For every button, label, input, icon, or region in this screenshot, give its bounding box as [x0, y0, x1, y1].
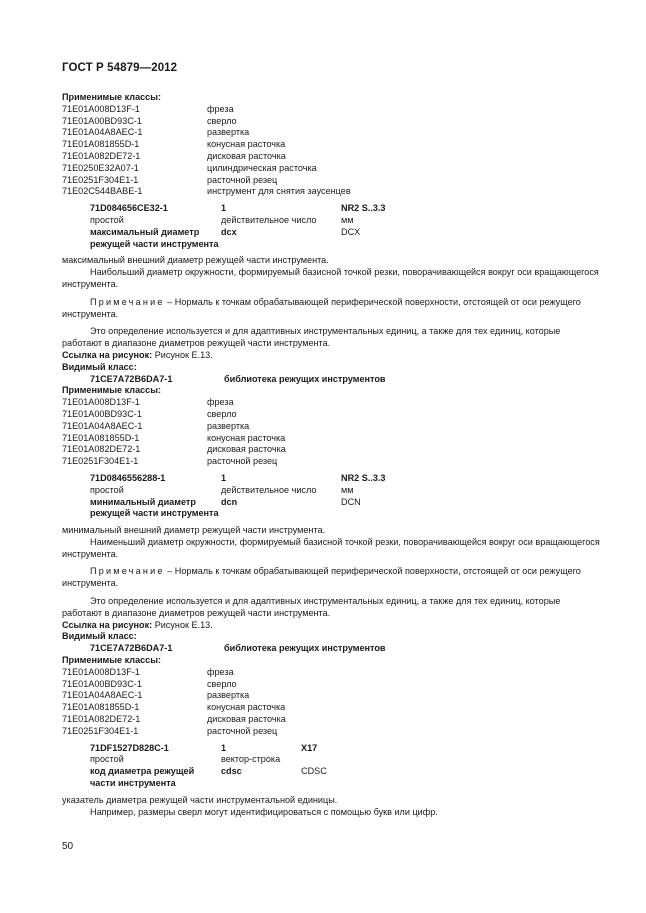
paragraph: Это определение используется и для адаптивных инструментальных единиц, а также для тех единиц, которые работают в диапазоне диаметров режущей части инструмента. [62, 596, 561, 618]
class-row [62, 104, 600, 116]
class-description: конусная расточка [207, 432, 286, 443]
class-row [62, 433, 600, 445]
note [62, 566, 600, 590]
attr-id: 71DF1527D828C-1 [90, 742, 169, 753]
note-label: Примечание [90, 296, 165, 307]
class-code: 71E01A082DE72-1 [62, 150, 141, 161]
attr-kind: простой [90, 214, 124, 225]
class-code: 71E01A04A8AEC-1 [62, 127, 143, 138]
attr-kind: простой [90, 484, 124, 495]
class-code: 71E0251F304E1-1 [62, 725, 139, 736]
note-dash: – [164, 566, 175, 577]
attr-version: 1 [221, 742, 227, 753]
attr-name-cont: режущей части инструмента [90, 238, 219, 249]
applicable-classes-heading: Применимые классы: [62, 655, 162, 666]
visible-class-name: библиотека режущих инструментов [224, 373, 386, 384]
class-code: 71E01A00BD93C-1 [62, 115, 142, 126]
attr-type: вектор-строка [221, 754, 281, 765]
attr-format: NR2 S..3.3 [341, 472, 386, 483]
page-header: ГОСТ Р 54879—2012 [62, 62, 178, 74]
class-list [62, 667, 600, 738]
page-content [62, 92, 600, 818]
attr-name: максимальный диаметр [90, 226, 200, 237]
figure-reference-value: Рисунок Е.13. [154, 619, 213, 630]
applicable-classes-heading: Применимые классы: [62, 385, 162, 396]
visible-class-row [90, 643, 600, 655]
class-description: расточной резец [207, 174, 278, 185]
class-code: 71E0251F304E1-1 [62, 174, 139, 185]
class-description: развертка [207, 690, 250, 701]
attr-type: действительное число [221, 484, 317, 495]
class-description: развертка [207, 420, 250, 431]
class-row [62, 444, 600, 456]
class-row [62, 186, 600, 198]
attr-kind: простой [90, 754, 124, 765]
figure-reference-value: Рисунок Е.13. [154, 349, 213, 360]
note-text: Нормаль к точкам обрабатывающей периферической поверхности, отстоящей от оси режущего инструмента. [62, 296, 581, 319]
attr-unit: мм [341, 484, 354, 495]
attr-symbol: cdsc [221, 766, 242, 777]
class-row [62, 679, 600, 691]
attr-unit: мм [341, 214, 354, 225]
class-row [62, 421, 600, 433]
class-code: 71E01A00BD93C-1 [62, 408, 142, 419]
class-row [62, 714, 600, 726]
attr-format: NR2 S..3.3 [341, 203, 386, 214]
class-row [62, 116, 600, 128]
class-row [62, 667, 600, 679]
note-text: Нормаль к точкам обрабатывающей периферической поверхности, отстоящей от оси режущего инструмента. [62, 566, 581, 589]
class-row [62, 409, 600, 421]
class-code: 71E01A00BD93C-1 [62, 678, 142, 689]
class-description: сверло [207, 408, 237, 419]
page-number: 50 [62, 841, 74, 852]
class-code: 71E01A008D13F-1 [62, 103, 140, 114]
class-description: сверло [207, 115, 237, 126]
attr-version: 1 [221, 203, 227, 214]
class-description: цилиндрическая расточка [207, 162, 317, 173]
attribute-block [90, 473, 600, 520]
visible-class-row [90, 374, 600, 386]
attr-format: X17 [301, 742, 318, 753]
figure-reference-label: Ссылка на рисунок: [62, 349, 153, 360]
class-code: 71E01A081855D-1 [62, 702, 140, 713]
note-dash: – [164, 296, 175, 307]
class-code: 71E01A081855D-1 [62, 139, 140, 150]
attribute-block [90, 203, 600, 250]
class-code: 71E01A008D13F-1 [62, 397, 140, 408]
visible-class-id: 71CE7A72B6DA7-1 [90, 643, 173, 654]
visible-class-heading: Видимый класс: [62, 631, 137, 642]
attr-version: 1 [221, 472, 227, 483]
attr-symbol: dcx [221, 226, 237, 237]
attribute-block [90, 743, 600, 790]
paragraph: Например, размеры сверл могут идентифицироваться с помощью букв или цифр. [90, 806, 438, 817]
paragraph: Наибольший диаметр окружности, формируемый базисной точкой резки, поворачивающейся вокруг оси вращающегося инструмента. [62, 267, 599, 289]
visible-class-name: библиотека режущих инструментов [224, 643, 386, 654]
attr-code: DCN [341, 496, 361, 507]
definition: максимальный внешний диаметр режущей части инструмента. [62, 255, 329, 266]
class-row [62, 690, 600, 702]
class-description: конусная расточка [207, 702, 286, 713]
attr-name: код диаметра режущей [90, 766, 195, 777]
class-row [62, 456, 600, 468]
class-description: развертка [207, 127, 250, 138]
class-list [62, 104, 600, 198]
class-row [62, 151, 600, 163]
visible-class-id: 71CE7A72B6DA7-1 [90, 373, 173, 384]
class-description: конусная расточка [207, 139, 286, 150]
attr-code: CDSC [301, 766, 327, 777]
attr-name-cont: режущей части инструмента [90, 508, 219, 519]
definition: указатель диаметра режущей части инструментальной единицы. [62, 794, 338, 805]
paragraph: Наименьший диаметр окружности, формируемый базисной точкой резки, поворачивающейся вокруг оси вращающегося инструмента. [62, 536, 600, 559]
attr-symbol: dcn [221, 496, 238, 507]
definition: минимальный внешний диаметр режущей части инструмента. [62, 525, 326, 536]
class-code: 71E01A04A8AEC-1 [62, 690, 143, 701]
visible-class-heading: Видимый класс: [62, 361, 137, 372]
class-code: 71E01A081855D-1 [62, 432, 140, 443]
class-code: 71E02C544BABE-1 [62, 186, 143, 197]
class-description: инструмент для снятия заусенцев [207, 186, 351, 197]
applicable-classes-heading: Применимые классы: [62, 92, 162, 102]
class-description: дисковая расточка [207, 714, 286, 725]
class-row [62, 139, 600, 151]
attr-id: 71D0846556288-1 [90, 472, 166, 483]
attr-id: 71D084656CE32-1 [90, 203, 168, 214]
class-description: расточной резец [207, 725, 278, 736]
class-description: расточной резец [207, 456, 278, 467]
class-description: фреза [207, 103, 234, 114]
class-description: дисковая расточка [207, 444, 286, 455]
class-code: 71E01A008D13F-1 [62, 666, 140, 677]
class-description: фреза [207, 397, 234, 408]
class-code: 71E0251F304E1-1 [62, 456, 139, 467]
attr-name: минимальный диаметр [90, 496, 196, 507]
class-row [62, 397, 600, 409]
class-row [62, 163, 600, 175]
attr-name-cont: части инструмента [90, 778, 176, 789]
figure-reference [62, 350, 600, 362]
class-row [62, 726, 600, 738]
class-code: 71E0250E32A07-1 [62, 162, 139, 173]
class-code: 71E01A082DE72-1 [62, 444, 141, 455]
class-row [62, 175, 600, 187]
class-code: 71E01A082DE72-1 [62, 714, 141, 725]
figure-reference [62, 620, 600, 632]
class-description: дисковая расточка [207, 150, 286, 161]
class-list [62, 397, 600, 468]
note-label: Примечание [90, 566, 165, 577]
attr-code: DCX [341, 226, 361, 237]
paragraph: Это определение используется и для адаптивных инструментальных единиц, а также для тех единиц, которые работают в диапазоне диаметров режущей части инструмента. [62, 326, 561, 349]
class-description: сверло [207, 678, 237, 689]
attr-type: действительное число [221, 214, 317, 225]
figure-reference-label: Ссылка на рисунок: [62, 619, 153, 630]
class-description: фреза [207, 666, 234, 677]
class-code: 71E01A04A8AEC-1 [62, 420, 143, 431]
class-row [62, 127, 600, 139]
class-row [62, 702, 600, 714]
note [62, 297, 600, 321]
